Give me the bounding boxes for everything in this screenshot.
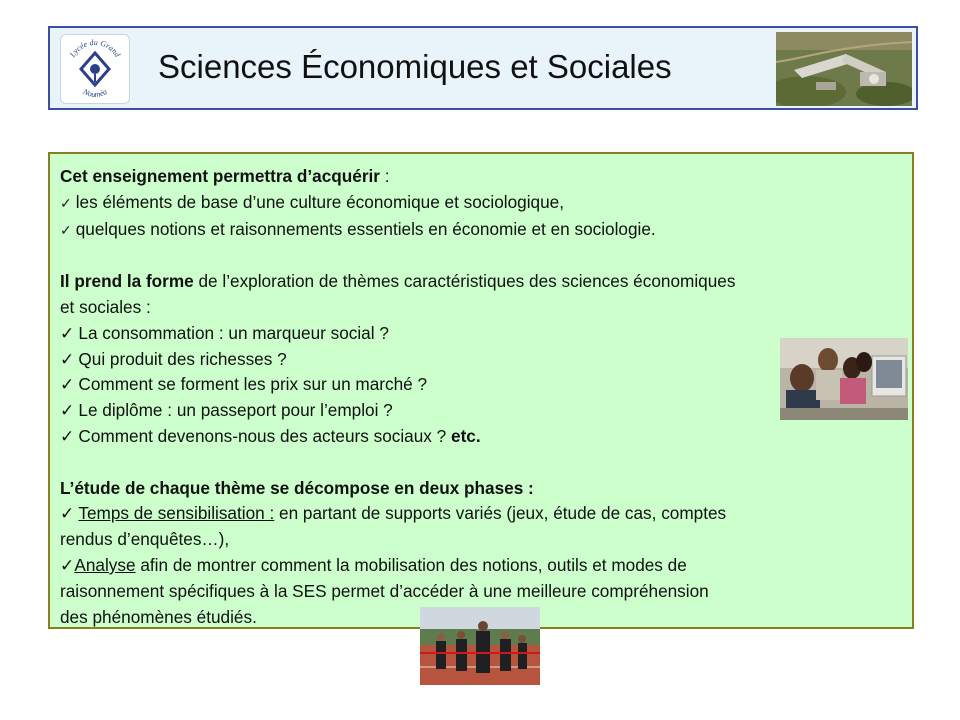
- theme-item: [60, 372, 902, 398]
- intro-item: [60, 190, 902, 217]
- check-icon: ✓: [60, 194, 72, 211]
- phases-title-text: L’étude de chaque thème se décompose en deux phases :: [60, 477, 534, 498]
- svg-text:Nouméa: [81, 87, 109, 100]
- check-icon: ✓: [60, 374, 75, 395]
- check-icon: ✓: [60, 425, 75, 446]
- phase2-line-2: raisonnement spécifiques à la SES permet d’accéder à une meilleure compréhension: [60, 580, 709, 601]
- phase2-line-3: des phénomènes étudiés.: [60, 606, 257, 627]
- check-icon: ✓: [60, 322, 75, 343]
- intro-item-text: les éléments de base d’une culture économique et sociologique,: [75, 191, 564, 212]
- intro-item: [60, 217, 902, 244]
- theme-item: [60, 321, 902, 347]
- theme-text: Comment devenons-nous des acteurs sociaux ?: [78, 425, 447, 446]
- form-line-2: et sociales :: [60, 296, 151, 317]
- intro-item-text: quelques notions et raisonnements essentiels en économie et en sociologie.: [75, 218, 656, 239]
- etc-label: etc.: [451, 425, 481, 446]
- phase-item: [60, 553, 902, 579]
- phase2-underlined: Analyse: [74, 554, 136, 575]
- form-bold: Il prend la forme: [60, 271, 194, 292]
- theme-text: Comment se forment les prix sur un marché ?: [78, 374, 428, 395]
- phase1-line-2: rendus d’enquêtes…),: [60, 529, 230, 550]
- theme-item: [60, 347, 902, 373]
- campus-aerial-photo: [776, 32, 912, 106]
- intro-line: [60, 164, 902, 190]
- page-title: Sciences Économiques et Sociales: [158, 48, 672, 85]
- logo-text-bottom: Nouméa: [81, 87, 109, 100]
- header-banner: [48, 26, 918, 110]
- phase1-rest: en partant de supports variés (jeux, étude de cas, comptes: [274, 503, 727, 524]
- theme-text: Le diplôme : un passeport pour l’emploi ?: [78, 400, 393, 421]
- check-icon: ✓: [60, 348, 75, 369]
- phases-title: [60, 476, 902, 502]
- theme-item: [60, 424, 902, 450]
- check-icon: ✓: [60, 554, 75, 575]
- theme-text: La consommation : un marqueur social ?: [78, 322, 389, 343]
- check-icon: ✓: [60, 503, 75, 524]
- theme-text: Qui produit des richesses ?: [78, 348, 287, 369]
- check-icon: ✓: [60, 221, 72, 238]
- check-icon: ✓: [60, 400, 75, 421]
- logo-text-top: Lycée du Grand: [67, 37, 123, 59]
- students-computers-photo: [780, 338, 908, 420]
- svg-text:Lycée du Grand: [67, 38, 122, 60]
- intro-rest: :: [379, 166, 390, 186]
- theme-item: [60, 398, 902, 424]
- form-rest: de l’exploration de thèmes caractéristiques des sciences économiques: [193, 271, 736, 292]
- phase1-underlined: Temps de sensibilisation :: [78, 503, 275, 524]
- form-line: [60, 269, 902, 295]
- school-logo: [60, 34, 130, 104]
- business-runners-photo: [420, 607, 540, 685]
- phase2-rest: afin de montrer comment la mobilisation des notions, outils et modes de: [135, 554, 687, 575]
- phase-item: [60, 501, 902, 527]
- intro-bold: Cet enseignement permettra d’acquérir: [60, 166, 380, 186]
